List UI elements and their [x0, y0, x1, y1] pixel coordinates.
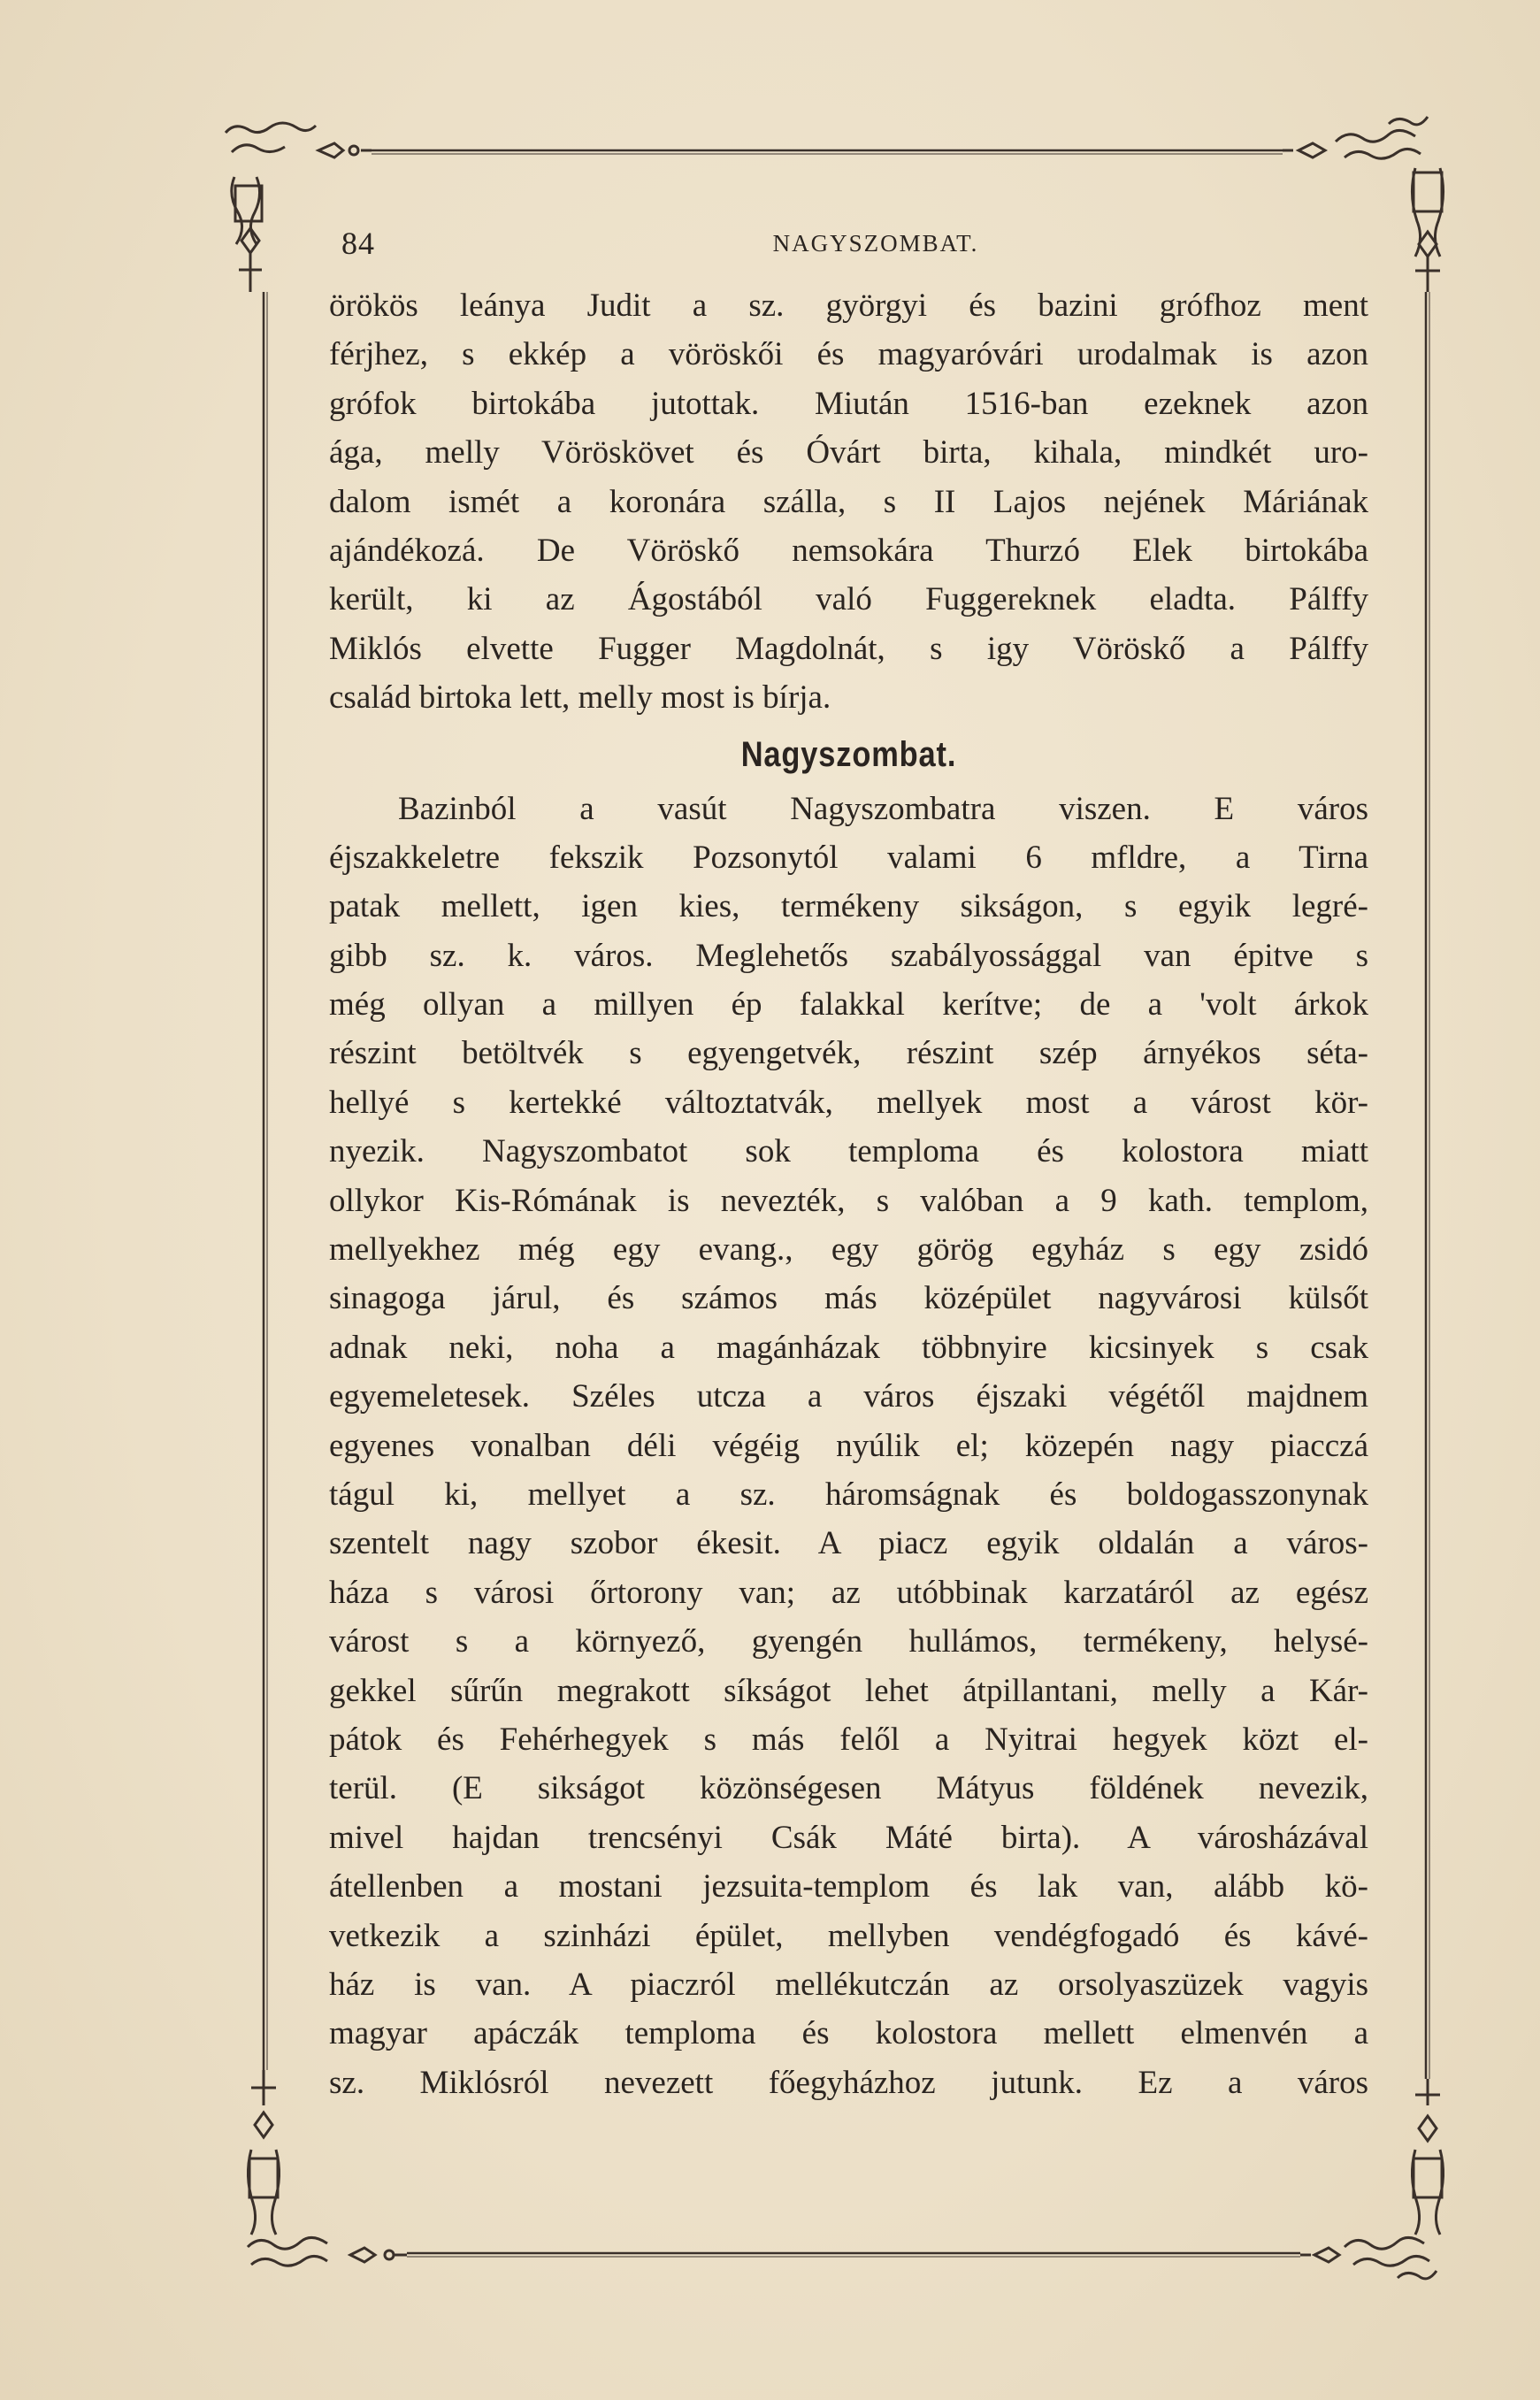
- text-line: került, ki az Ágostából való Fuggereknek eladta. Pálffy: [329, 581, 1368, 618]
- text-line: nyezik. Nagyszombatot sok temploma és kolostora miatt: [329, 1133, 1368, 1170]
- text-line: terül. (E sikságot közönségesen Mátyus földének nevezik,: [329, 1770, 1368, 1807]
- text-line: gibb sz. k. város. Meglehetős szabályossággal van épitve s: [329, 937, 1368, 974]
- page-number: 84: [341, 226, 375, 261]
- text-line: sz. Miklósról nevezett főegyházhoz jutunk. Ez a város: [329, 2064, 1368, 2101]
- text-line: várost s a környező, gyengén hullámos, termékeny, helysé-: [329, 1623, 1368, 1660]
- text-line: ollykor Kis-Rómának is nevezték, s valóban a 9 kath. templom,: [329, 1182, 1368, 1219]
- page-header: [318, 214, 1433, 267]
- corner-ornament-bottom-right: [1300, 2079, 1444, 2279]
- text-line: háza s városi őrtorony van; az utóbbinak karzatáról az egész: [329, 1574, 1368, 1611]
- text-line: még ollyan a millyen ép falakkal kerítve; de a 'volt árkok: [329, 986, 1368, 1024]
- text-line: részint betöltvék s egyengetvék, részint szép árnyékos séta-: [329, 1035, 1368, 1072]
- text-line: mivel hajdan trencsényi Csák Máté birta). A városházával: [329, 1819, 1368, 1856]
- text-line: család birtoka lett, melly most is bírja.: [329, 679, 831, 717]
- text-line: örökös leánya Judit a sz. györgyi és bazini grófhoz ment: [329, 288, 1368, 324]
- text-line: Bazinból a vasút Nagyszombatra viszen. E város: [398, 790, 1368, 827]
- text-line: patak mellett, igen kies, termékeny sikságon, s egyik legré-: [329, 888, 1368, 925]
- text-line: sinagoga járul, és számos más középület nagyvárosi külsőt: [329, 1280, 1368, 1317]
- text-line: egyemeletesek. Széles utcza a város éjszaki végétől majdnem: [329, 1378, 1368, 1415]
- text-line: grófok birtokába jutottak. Miután 1516-ban ezeknek azon: [329, 385, 1368, 422]
- text-line: magyar apáczák temploma és kolostora mellett elmenvén a: [329, 2015, 1368, 2052]
- text-line: tágul ki, mellyet a sz. háromságnak és boldogasszonynak: [329, 1476, 1368, 1513]
- text-line: vetkezik a szinházi épület, mellyben vendégfogadó és kávé-: [329, 1917, 1368, 1954]
- paragraph-2: [329, 785, 1368, 2108]
- text-line: egyenes vonalban déli végéig nyúlik el; közepén nagy piacczá: [329, 1427, 1368, 1464]
- text-line: átellenben a mostani jezsuita-templom és lak van, alább kö-: [329, 1868, 1368, 1905]
- text-line: mellyekhez még egy evang., egy görög egyház s egy zsidó: [329, 1231, 1368, 1269]
- text-line: szentelt nagy szobor ékesit. A piacz egyik oldalán a város-: [329, 1525, 1368, 1562]
- text-line: Miklós elvette Fugger Magdolnát, s igy Vöröskő a Pálffy: [329, 630, 1368, 667]
- text-line: dalom ismét a koronára szálla, s II Lajos nejének Máriának: [329, 483, 1368, 520]
- text-line: ház is van. A piaczról mellékutczán az orsolyaszüzek vagyis: [329, 1966, 1368, 2003]
- text-line: gekkel sűrűn megrakott síkságot lehet átpillantani, melly a Kár-: [329, 1672, 1368, 1709]
- text-line: hellyé s kertekké változtatvák, mellyek most a várost kör-: [329, 1084, 1368, 1121]
- running-head: NAGYSZOMBAT.: [772, 230, 979, 257]
- text-line: éjszakkeletre fekszik Pozsonytól valami 6 mfldre, a Tirna: [329, 839, 1368, 876]
- text-line: ajándékozá. De Vöröskő nemsokára Thurzó Elek birtokába: [329, 532, 1368, 569]
- text-line: ága, melly Vöröskövet és Óvárt birta, kihala, mindkét uro-: [329, 434, 1368, 472]
- text-line: férjhez, s ekkép a vöröskői és magyaróvári urodalmak is azon: [329, 336, 1368, 373]
- text-line: pátok és Fehérhegyek s más felől a Nyitrai hegyek közt el-: [329, 1721, 1368, 1758]
- text-line: adnak neki, noha a magánházak többnyire kicsinyek s csak: [329, 1329, 1368, 1366]
- body-text: [329, 281, 1368, 2107]
- section-heading: Nagyszombat.: [740, 734, 957, 774]
- paragraph-1: [329, 281, 1368, 723]
